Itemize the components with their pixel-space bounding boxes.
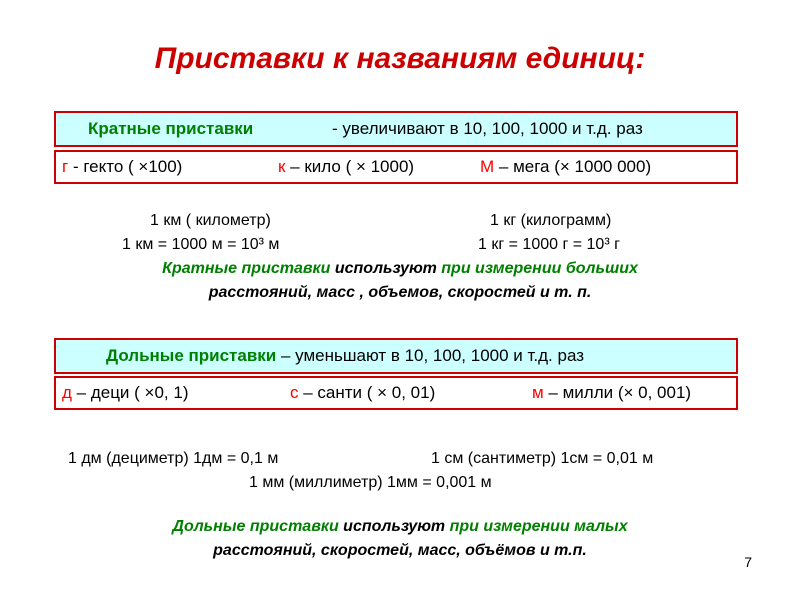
prefix-text: – милли (× 0, 001): [543, 383, 692, 402]
note-line-2: расстояний, масс , объемов, скоростей и т. п.: [208, 284, 592, 301]
submultiple-prefixes-heading: Дольные приставки – уменьшают в 10, 100, 1000 и т.д. раз: [106, 346, 585, 365]
multiple-prefixes-note: [0, 257, 800, 305]
prefix-text: - гекто ( ×100): [72, 157, 183, 176]
prefix-symbol: М: [480, 157, 495, 176]
example-km-equation: 1 км = 1000 м = 10³ м: [122, 236, 280, 253]
note-line-1: Кратные приставки используют при измерении больших: [162, 260, 638, 277]
example-km-name: 1 км ( километр): [150, 212, 271, 229]
prefix-symbol: м: [532, 383, 544, 402]
multiple-prefixes-title: Кратные приставки: [88, 119, 254, 138]
multiple-prefixes-description: - увеличивают в 10, 100, 1000 и т.д. раз: [332, 119, 643, 138]
example-kg-name: 1 кг (килограмм): [490, 212, 612, 229]
prefix-symbol: с: [290, 383, 299, 402]
note-line-1: Дольные приставки используют при измерении малых: [172, 518, 628, 535]
prefix-symbol: к: [278, 157, 286, 176]
note-line-2: расстояний, скоростей, масс, объёмов и т.п.: [213, 542, 587, 559]
page-title: Приставки к названиям единиц:: [154, 42, 646, 75]
example-mm: 1 мм (миллиметр) 1мм = 0,001 м: [249, 474, 492, 491]
example-dm: 1 дм (дециметр) 1дм = 0,1 м: [68, 450, 279, 467]
prefix-milli: [532, 378, 691, 408]
prefix-deci: [62, 378, 188, 408]
prefix-symbol: г: [62, 157, 69, 176]
prefix-mega: [480, 152, 651, 182]
prefix-text: – санти ( × 0, 01): [298, 383, 436, 402]
submultiple-prefixes-note: [0, 515, 800, 563]
submultiple-prefixes-header: [54, 338, 738, 374]
example-kg-equation: 1 кг = 1000 г = 10³ г: [478, 236, 620, 253]
multiple-prefixes-list: [54, 150, 738, 184]
prefix-centi: [290, 378, 435, 408]
prefix-symbol: д: [62, 383, 72, 402]
page-number: 7: [744, 554, 752, 570]
submultiple-prefixes-list: [54, 376, 738, 410]
prefix-kilo: [278, 152, 414, 182]
example-cm: 1 см (сантиметр) 1см = 0,01 м: [431, 450, 654, 467]
prefix-text: – мега (× 1000 000): [498, 157, 652, 176]
prefix-text: – кило ( × 1000): [290, 157, 415, 176]
prefix-text: – деци ( ×0, 1): [71, 383, 189, 402]
prefix-hecto: [62, 152, 182, 182]
multiple-prefixes-header: [54, 111, 738, 147]
